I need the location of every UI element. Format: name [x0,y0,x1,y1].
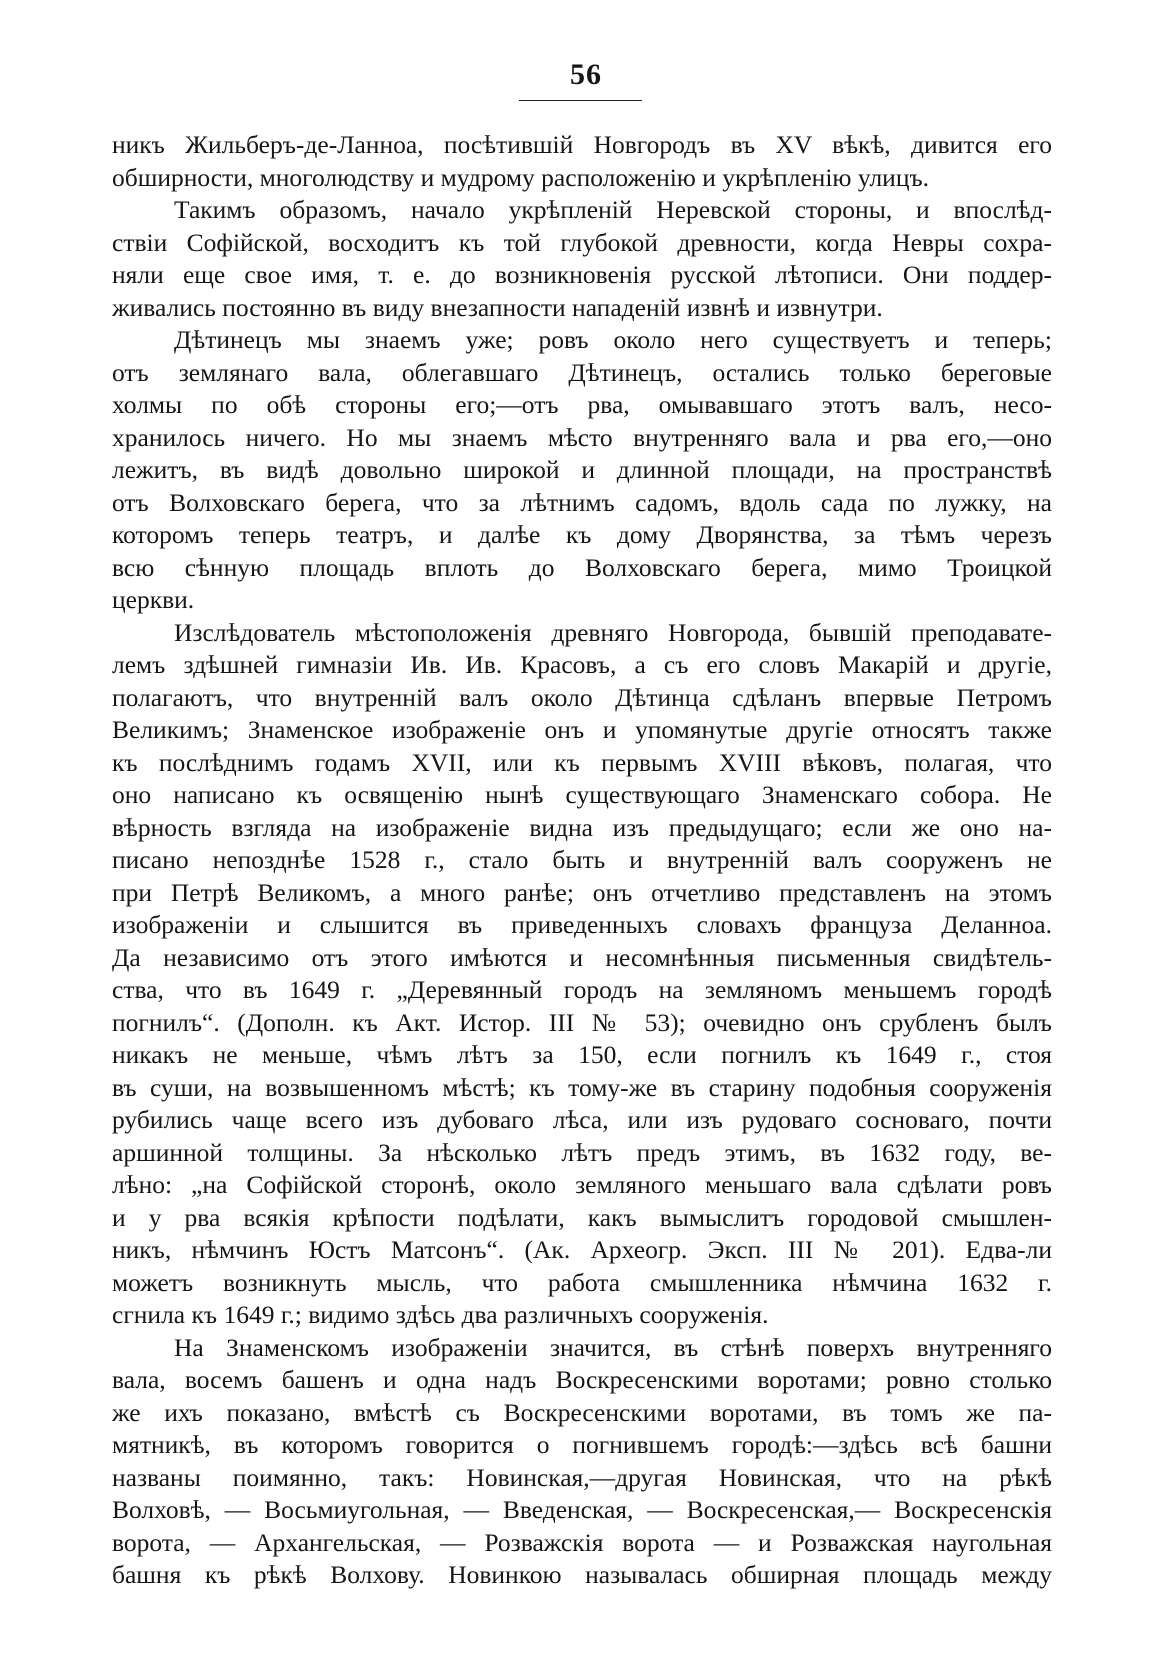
text-line: въ суши, на возвышенномъ мѣстѣ; къ тому-же въ старину подобныя сооруженія [112,1072,1052,1102]
text-line: Волховѣ, — Восьмиугольная, — Введенская, — Воскресенская,— Воскресенскія [112,1495,1052,1524]
page-number: 56 [570,58,602,91]
text-line: же ихъ показано, вмѣстѣ съ Воскресенскими воротами, въ томъ же па- [112,1397,1052,1427]
text-line: и у рва всякія крѣпости подѣлати, какъ вымыслитъ городовой смышлен- [112,1202,1052,1232]
text-line: полагаютъ, что внутренній валъ около Дѣтинца сдѣланъ впервые Петромъ [112,682,1052,712]
text-line: няли еще свое имя, т. е. до возникновенія русской лѣтописи. Они поддер- [112,260,1052,289]
text-line: аршинной толщины. За нѣсколько лѣтъ предъ этимъ, въ 1632 году, ве- [112,1137,1052,1167]
text-line: отъ Волховскаго берега, что за лѣтнимъ садомъ, вдоль сада по лужку, на [112,487,1052,517]
text-line: обширности, многолюдству и мудрому расположенію и укрѣпленію улицъ. [112,162,930,192]
text-line: Дѣтинецъ мы знаемъ уже; ровъ около него существуетъ и теперь; [174,325,1052,354]
text-line: которомъ теперь театръ, и далѣе къ дому Дворянства, за тѣмъ черезъ [112,520,1052,549]
text-line: писано непозднѣе 1528 г., стало быть и внутренній валъ сооруженъ не [112,845,1052,874]
text-line: изображеніи и слышится въ приведенныхъ словахъ француза Деланноа. [112,910,1052,939]
text-line: Такимъ образомъ, начало укрѣпленій Неревской стороны, и впослѣд- [174,195,1052,224]
text-line: Да независимо отъ этого имѣются и несомнѣнныя письменныя свидѣтель- [112,942,1052,972]
text-line: ствіи Софійской, восходитъ къ той глубокой древности, когда Невры сохра- [112,227,1052,257]
text-line: можетъ возникнуть мысль, что работа смышленника нѣмчина 1632 г. [112,1267,1052,1297]
text-line: ства, что въ 1649 г. „Деревянный городъ на земляномъ меньшемъ городѣ [112,975,1052,1004]
text-line: лежитъ, въ видѣ довольно широкой и длинной площади, на пространствѣ [112,455,1052,484]
text-line: ворота, — Архангельская, — Розважскія ворота — и Розважская наугольная [112,1527,1052,1557]
header-rule [519,100,642,101]
text-line: лемъ здѣшней гимназіи Ив. Ив. Красовъ, а съ его словъ Макарій и другіе, [112,650,1052,679]
text-line: Великимъ; Знаменское изображеніе онъ и упомянутые другіе относятъ также [112,715,1052,744]
text-line: вала, восемъ башенъ и одна надъ Воскресенскими воротами; ровно столько [112,1365,1052,1394]
text-line: лѣно: „на Софійской сторонѣ, около земляного меньшаго вала сдѣлати ровъ [112,1170,1052,1199]
text-line: всю сѣнную площадь вплоть до Волховскаго берега, мимо Троицкой [112,552,1052,582]
text-line: названы поимянно, такъ: Новинская,—другая Новинская, что на рѣкѣ [112,1462,1052,1492]
text-line: погнилъ“. (Дополн. къ Акт. Истор. III № 53); очевидно онъ срубленъ былъ [112,1007,1052,1037]
text-line: живались постоянно въ виду внезапности нападеній извнѣ и извнутри. [112,292,883,322]
text-line: На Знаменскомъ изображеніи значится, въ стѣнѣ поверхъ внутренняго [174,1332,1052,1362]
text-line: сгнила къ 1649 г.; видимо здѣсь два различныхъ сооруженія. [112,1300,769,1329]
text-line: церкви. [112,585,195,614]
text-line: никакъ не меньше, чѣмъ лѣтъ за 150, если погнилъ къ 1649 г., стоя [112,1040,1052,1069]
text-line: вѣрность взгляда на изображеніе видна изъ предыдущаго; если же оно на- [112,812,1052,842]
text-line: отъ землянаго вала, облегавшаго Дѣтинецъ, остались только береговые [112,357,1052,387]
text-line: при Петрѣ Великомъ, а много ранѣе; онъ отчетливо представленъ на этомъ [112,877,1052,907]
text-line: хранилось ничего. Но мы знаемъ мѣсто внутренняго вала и рва его,—оно [112,422,1052,452]
text-line: къ послѣднимъ годамъ XVII, или къ первымъ XVIII вѣковъ, полагая, что [112,747,1052,777]
text-line: Изслѣдователь мѣстоположенія древняго Новгорода, бывшій преподавате- [174,617,1052,647]
text-line: холмы по обѣ стороны его;—отъ рва, омывавшаго этотъ валъ, несо- [112,390,1052,419]
text-line: мятникѣ, въ которомъ говорится о погнившемъ городѣ:—здѣсь всѣ башни [112,1430,1052,1459]
text-line: башня къ рѣкѣ Волхову. Новинкою называлась обширная площадь между [112,1560,1052,1589]
text-line: оно написано къ освященію нынѣ существующаго Знаменскаго собора. Не [112,780,1052,809]
text-line: никъ Жильберъ-де-Ланноа, посѣтившій Новгородъ въ XV вѣкѣ, дивится его [112,130,1052,159]
body-text [112,129,1052,1592]
text-line: рубились чаще всего изъ дубоваго лѣса, или изъ рудоваго сосноваго, почти [112,1105,1052,1134]
text-line: никъ, нѣмчинъ Юстъ Матсонъ“. (Ак. Археогр. Эксп. III № 201). Едва-ли [112,1235,1052,1264]
